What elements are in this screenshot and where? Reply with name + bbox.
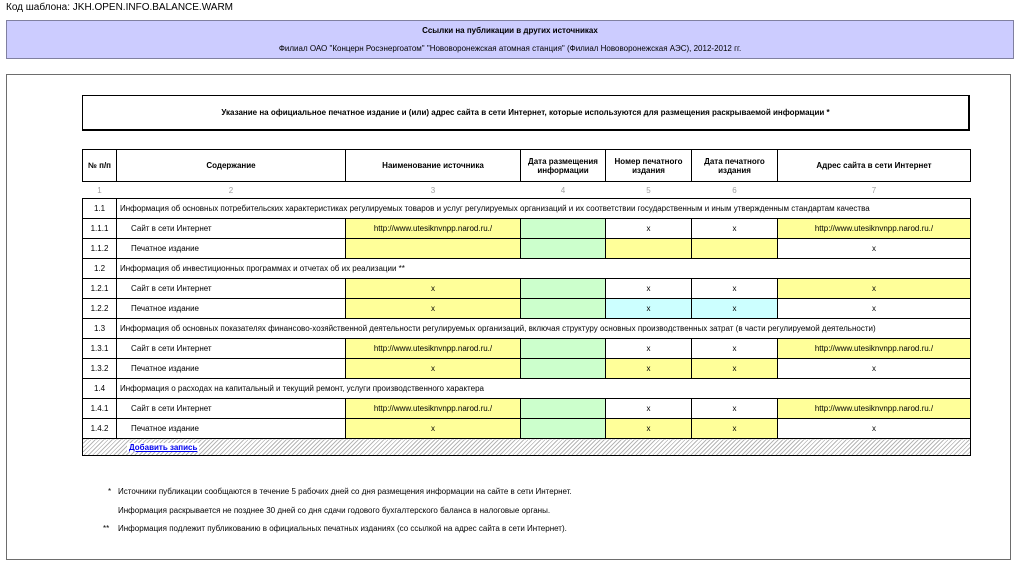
- footnote-1: Источники публикации сообщаются в течение 5 рабочих дней со дня размещения информации на сайте в сети Интернет.: [118, 487, 572, 496]
- group-title: Информация об основных показателях финансово-хозяйственной деятельности регулируемых организаций, включая структуру основных производственных затрат (в части регулируемой деятельности): [117, 319, 971, 339]
- print-date-cell: x: [692, 399, 778, 419]
- add-record-row: [83, 439, 971, 456]
- row-label: Сайт в сети Интернет: [117, 339, 346, 359]
- date-placed-cell[interactable]: [521, 279, 606, 299]
- date-placed-cell[interactable]: [521, 299, 606, 319]
- source-cell[interactable]: http://www.utesiknvnpp.narod.ru./: [346, 219, 521, 239]
- footnote-2: Информация подлежит публикованию в официальных печатных изданиях (со ссылкой на адрес сайта в сети Интернет).: [118, 524, 567, 533]
- print-date-cell[interactable]: x: [692, 419, 778, 439]
- row-num: 1.1.1: [83, 219, 117, 239]
- add-record-link[interactable]: Добавить запись: [129, 442, 198, 452]
- table-row: [83, 339, 971, 359]
- print-date-cell[interactable]: x: [692, 359, 778, 379]
- source-cell[interactable]: http://www.utesiknvnpp.narod.ru./: [346, 339, 521, 359]
- col-header-source: Наименование источника: [346, 150, 521, 182]
- group-row: [83, 199, 971, 219]
- group-num: 1.4: [83, 379, 117, 399]
- column-number: 7: [871, 185, 877, 195]
- table-row: [83, 219, 971, 239]
- print-number-cell: x: [606, 339, 692, 359]
- site-cell[interactable]: x: [778, 279, 971, 299]
- site-cell[interactable]: http://www.utesiknvnpp.narod.ru./: [778, 339, 971, 359]
- source-cell[interactable]: http://www.utesiknvnpp.narod.ru./: [346, 399, 521, 419]
- col-header-print-number: Номер печатного издания: [606, 150, 692, 182]
- print-date-cell: x: [692, 339, 778, 359]
- row-num: 1.2.1: [83, 279, 117, 299]
- footnote-1-mark: *: [108, 487, 112, 496]
- print-date-cell: x: [692, 219, 778, 239]
- date-placed-cell[interactable]: [521, 419, 606, 439]
- source-cell[interactable]: x: [346, 419, 521, 439]
- template-code: Код шаблона: JKH.OPEN.INFO.BALANCE.WARM: [6, 2, 233, 13]
- publications-table: [82, 149, 971, 456]
- table-header-row: [83, 150, 971, 182]
- row-label: Печатное издание: [117, 419, 346, 439]
- group-num: 1.3: [83, 319, 117, 339]
- col-header-num: № п/п: [83, 150, 117, 182]
- column-number: 6: [732, 185, 737, 195]
- print-number-cell[interactable]: [606, 239, 692, 259]
- source-cell[interactable]: [346, 239, 521, 259]
- group-title: Информация об основных потребительских характеристиках регулируемых товаров и услуг регулируемых организаций и их соответствии государственным и иным утвержденным стандартам качества: [117, 199, 971, 219]
- date-placed-cell[interactable]: [521, 359, 606, 379]
- page-subtitle: Филиал ОАО "Концерн Росэнергоатом" "Нововоронежская атомная станция" (Филиал Нововоронежская АЭС), 2012-2012 гг.: [278, 44, 742, 53]
- print-number-cell: x: [606, 279, 692, 299]
- footnote-2-mark: **: [103, 524, 110, 533]
- col-header-print-date: Дата печатного издания: [692, 150, 778, 182]
- table-row: [83, 359, 971, 379]
- row-label: Сайт в сети Интернет: [117, 219, 346, 239]
- column-number-row: [83, 182, 971, 199]
- row-num: 1.2.2: [83, 299, 117, 319]
- table-row: [83, 239, 971, 259]
- col-header-site: Адрес сайта в сети Интернет: [778, 150, 971, 182]
- date-placed-cell[interactable]: [521, 339, 606, 359]
- group-title: Информация о расходах на капитальный и текущий ремонт, услуги производственного характера: [117, 379, 971, 399]
- group-row: [83, 379, 971, 399]
- col-header-content: Содержание: [117, 150, 346, 182]
- group-title: Информация об инвестиционных программах и отчетах об их реализации **: [117, 259, 971, 279]
- date-placed-cell[interactable]: [521, 399, 606, 419]
- date-placed-cell[interactable]: [521, 239, 606, 259]
- column-number: 3: [430, 185, 436, 195]
- row-label: Сайт в сети Интернет: [117, 279, 346, 299]
- row-num: 1.4.2: [83, 419, 117, 439]
- source-cell[interactable]: x: [346, 359, 521, 379]
- page-title: Ссылки на публикации в других источниках: [422, 26, 598, 35]
- notice-box: Указание на официальное печатное издание и (или) адрес сайта в сети Интернет, которые используются для размещения раскрываемой информации *: [82, 95, 970, 131]
- print-number-cell[interactable]: x: [606, 359, 692, 379]
- site-cell: x: [778, 359, 971, 379]
- table-row: [83, 399, 971, 419]
- group-row: [83, 259, 971, 279]
- footnote-1b: Информация раскрывается не позднее 30 дней со дня сдачи годового бухгалтерского баланса в налоговые органы.: [118, 506, 551, 515]
- column-number: 4: [560, 185, 566, 195]
- group-num: 1.1: [83, 199, 117, 219]
- site-cell[interactable]: http://www.utesiknvnpp.narod.ru./: [778, 219, 971, 239]
- col-header-date-placed: Дата размещения информации: [521, 150, 606, 182]
- page-header: [6, 20, 1014, 59]
- site-cell[interactable]: http://www.utesiknvnpp.narod.ru./: [778, 399, 971, 419]
- group-num: 1.2: [83, 259, 117, 279]
- row-label: Печатное издание: [117, 299, 346, 319]
- group-row: [83, 319, 971, 339]
- column-number: 5: [646, 185, 651, 195]
- site-cell: x: [778, 239, 971, 259]
- print-number-cell[interactable]: x: [606, 299, 692, 319]
- print-number-cell[interactable]: x: [606, 419, 692, 439]
- table-row: [83, 419, 971, 439]
- source-cell[interactable]: x: [346, 299, 521, 319]
- site-cell: x: [778, 419, 971, 439]
- print-date-cell[interactable]: x: [692, 299, 778, 319]
- site-cell: x: [778, 299, 971, 319]
- row-label: Сайт в сети Интернет: [117, 399, 346, 419]
- row-num: 1.3.2: [83, 359, 117, 379]
- column-number: 2: [228, 185, 234, 195]
- print-number-cell: x: [606, 399, 692, 419]
- date-placed-cell[interactable]: [521, 219, 606, 239]
- row-num: 1.3.1: [83, 339, 117, 359]
- row-num: 1.4.1: [83, 399, 117, 419]
- print-date-cell: x: [692, 279, 778, 299]
- source-cell[interactable]: x: [346, 279, 521, 299]
- print-date-cell[interactable]: [692, 239, 778, 259]
- row-num: 1.1.2: [83, 239, 117, 259]
- row-label: Печатное издание: [117, 359, 346, 379]
- table-row: [83, 299, 971, 319]
- table-row: [83, 279, 971, 299]
- print-number-cell: x: [606, 219, 692, 239]
- row-label: Печатное издание: [117, 239, 346, 259]
- column-number: 1: [97, 185, 102, 195]
